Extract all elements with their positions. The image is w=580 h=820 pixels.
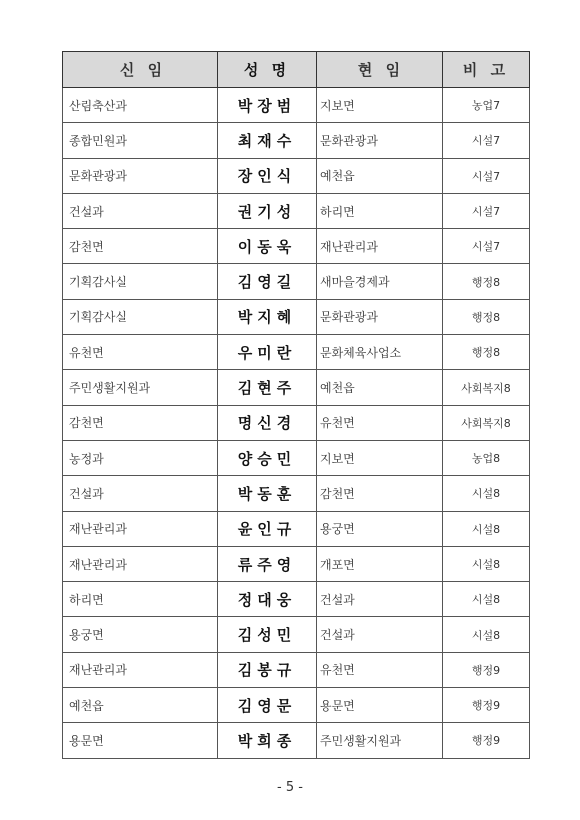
name-cell: 김영문: [218, 688, 317, 723]
note-cell: 행정9: [443, 723, 530, 758]
current-post-cell: 용문면: [317, 688, 443, 723]
name-cell: 최재수: [218, 123, 317, 158]
table-row: [63, 405, 530, 440]
new-post-cell: 산림축산과: [63, 88, 218, 123]
current-post-cell: 건설과: [317, 582, 443, 617]
new-post-cell: 주민생활지원과: [63, 370, 218, 405]
note-cell: 시설7: [443, 193, 530, 228]
table-row: [63, 511, 530, 546]
note-cell: 시설7: [443, 123, 530, 158]
name-cell: 류주영: [218, 546, 317, 581]
new-post-cell: 문화관광과: [63, 158, 218, 193]
name-cell: 박희종: [218, 723, 317, 758]
table-row: [63, 546, 530, 581]
note-cell: 시설8: [443, 617, 530, 652]
table-row: [63, 229, 530, 264]
header-note: 비 고: [443, 52, 530, 88]
note-cell: 시설8: [443, 476, 530, 511]
name-cell: 정대웅: [218, 582, 317, 617]
new-post-cell: 기획감사실: [63, 299, 218, 334]
new-post-cell: 종합민원과: [63, 123, 218, 158]
table-row: [63, 582, 530, 617]
table-row: [63, 88, 530, 123]
name-cell: 권기성: [218, 193, 317, 228]
page-number: - 5 -: [277, 780, 303, 795]
note-cell: 행정8: [443, 299, 530, 334]
new-post-cell: 용궁면: [63, 617, 218, 652]
header-current-post: 현 임: [317, 52, 443, 88]
name-cell: 윤인규: [218, 511, 317, 546]
new-post-cell: 감천면: [63, 405, 218, 440]
name-cell: 김현주: [218, 370, 317, 405]
table-row: [63, 440, 530, 475]
new-post-cell: 예천읍: [63, 688, 218, 723]
name-cell: 김봉규: [218, 652, 317, 687]
note-cell: 농업7: [443, 88, 530, 123]
current-post-cell: 예천읍: [317, 370, 443, 405]
name-cell: 김성민: [218, 617, 317, 652]
table-row: [63, 264, 530, 299]
table-row: [63, 123, 530, 158]
header-new-post: 신 임: [63, 52, 218, 88]
note-cell: 시설8: [443, 582, 530, 617]
new-post-cell: 농정과: [63, 440, 218, 475]
new-post-cell: 감천면: [63, 229, 218, 264]
name-cell: 이동욱: [218, 229, 317, 264]
note-cell: 사회복지8: [443, 370, 530, 405]
table-body: [63, 88, 530, 759]
current-post-cell: 문화관광과: [317, 299, 443, 334]
note-cell: 시설8: [443, 511, 530, 546]
current-post-cell: 하리면: [317, 193, 443, 228]
current-post-cell: 예천읍: [317, 158, 443, 193]
current-post-cell: 재난관리과: [317, 229, 443, 264]
table-header-row: [63, 52, 530, 88]
name-cell: 우미란: [218, 335, 317, 370]
personnel-table: [62, 51, 530, 759]
current-post-cell: 지보면: [317, 88, 443, 123]
header-name: 성 명: [218, 52, 317, 88]
current-post-cell: 개포면: [317, 546, 443, 581]
table-row: [63, 158, 530, 193]
current-post-cell: 유천면: [317, 405, 443, 440]
table-row: [63, 476, 530, 511]
table-row: [63, 617, 530, 652]
note-cell: 농업8: [443, 440, 530, 475]
name-cell: 박지혜: [218, 299, 317, 334]
note-cell: 행정8: [443, 264, 530, 299]
note-cell: 시설7: [443, 158, 530, 193]
table-row: [63, 370, 530, 405]
current-post-cell: 지보면: [317, 440, 443, 475]
table-row: [63, 723, 530, 758]
current-post-cell: 문화체육사업소: [317, 335, 443, 370]
name-cell: 박동훈: [218, 476, 317, 511]
note-cell: 행정9: [443, 688, 530, 723]
table-row: [63, 688, 530, 723]
note-cell: 사회복지8: [443, 405, 530, 440]
name-cell: 박장범: [218, 88, 317, 123]
new-post-cell: 건설과: [63, 193, 218, 228]
table-row: [63, 652, 530, 687]
name-cell: 장인식: [218, 158, 317, 193]
current-post-cell: 감천면: [317, 476, 443, 511]
name-cell: 김영길: [218, 264, 317, 299]
new-post-cell: 용문면: [63, 723, 218, 758]
table-row: [63, 193, 530, 228]
new-post-cell: 하리면: [63, 582, 218, 617]
new-post-cell: 재난관리과: [63, 511, 218, 546]
note-cell: 행정8: [443, 335, 530, 370]
note-cell: 시설7: [443, 229, 530, 264]
table-row: [63, 299, 530, 334]
current-post-cell: 문화관광과: [317, 123, 443, 158]
name-cell: 양승민: [218, 440, 317, 475]
new-post-cell: 유천면: [63, 335, 218, 370]
new-post-cell: 건설과: [63, 476, 218, 511]
current-post-cell: 새마을경제과: [317, 264, 443, 299]
note-cell: 행정9: [443, 652, 530, 687]
current-post-cell: 주민생활지원과: [317, 723, 443, 758]
current-post-cell: 유천면: [317, 652, 443, 687]
table-row: [63, 335, 530, 370]
note-cell: 시설8: [443, 546, 530, 581]
new-post-cell: 기획감사실: [63, 264, 218, 299]
name-cell: 명신경: [218, 405, 317, 440]
current-post-cell: 건설과: [317, 617, 443, 652]
new-post-cell: 재난관리과: [63, 546, 218, 581]
new-post-cell: 재난관리과: [63, 652, 218, 687]
current-post-cell: 용궁면: [317, 511, 443, 546]
